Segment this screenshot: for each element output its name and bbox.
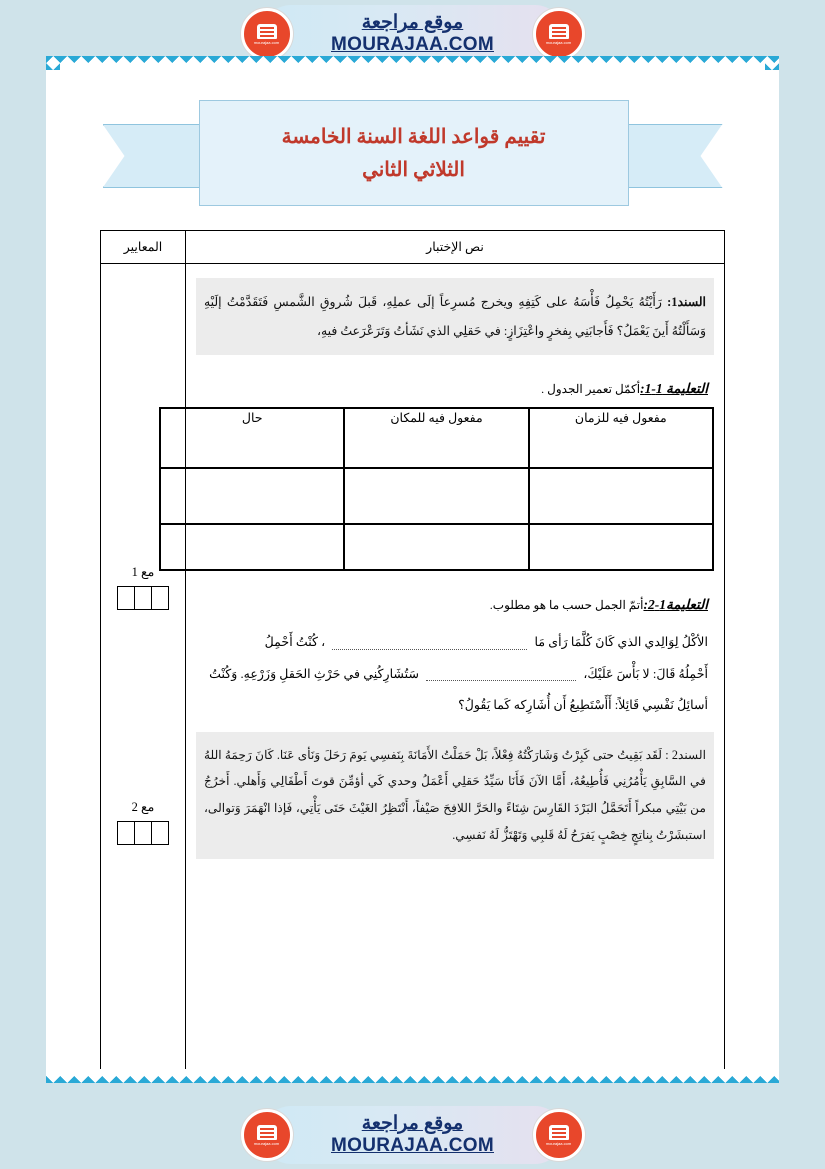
instruction-1-label: التعليمة 1-1: — [640, 381, 708, 397]
book-badge-icon — [241, 1109, 293, 1161]
grammar-answer-row[interactable] — [160, 524, 713, 570]
score-box[interactable] — [134, 821, 152, 845]
sanad2-label: السند2 : — [665, 747, 707, 762]
grammar-cell[interactable] — [529, 468, 713, 524]
watermark-pill-top[interactable] — [253, 5, 572, 63]
grammar-cell[interactable] — [529, 524, 713, 570]
fill-line-3-text: أسائِلُ نَفْسِي قَائِلاً: أَأَسْتَطِيعُ أَن أُشَارِكه كَما يَقُولُ؟ — [458, 698, 708, 713]
table-header-row — [101, 231, 725, 264]
criteria-2-label: مع 2 — [131, 800, 155, 814]
header-exam-text: نص الإختبار — [186, 231, 725, 264]
criteria-item-1 — [101, 564, 185, 610]
fill-line-3 — [202, 690, 708, 721]
watermark-line2: MOURAJAA.COM — [331, 1135, 494, 1156]
zigzag-border-right — [765, 56, 779, 1083]
score-box[interactable] — [117, 821, 135, 845]
zigzag-border-bottom — [46, 1069, 779, 1083]
exam-body-cell — [186, 264, 725, 1070]
zigzag-border-top — [46, 56, 779, 70]
exam-table — [100, 230, 725, 1069]
watermark-text-bottom — [331, 1113, 494, 1157]
grammar-answer-row[interactable] — [160, 468, 713, 524]
grammar-cell[interactable] — [344, 468, 528, 524]
criteria-item-2 — [101, 799, 185, 845]
grammar-cell[interactable] — [160, 468, 344, 524]
grammar-header-row — [160, 408, 713, 468]
worksheet-sheet — [60, 70, 765, 1069]
badge-caption: mourajaa.com — [253, 1140, 280, 1146]
decorative-frame — [46, 56, 779, 1083]
sanad2-block — [196, 732, 714, 859]
book-badge-icon — [533, 1109, 585, 1161]
grammar-col-makan: مفعول فيه للمكان — [344, 408, 528, 468]
watermark-pill-bottom[interactable] — [253, 1106, 572, 1164]
watermark-line1: موقع مراجعة — [361, 1113, 464, 1135]
fill-line-1 — [202, 627, 708, 658]
watermark-line1: موقع مراجعة — [361, 12, 464, 34]
instruction-2-label: التعليمة1-2: — [643, 597, 708, 613]
watermark-line2: MOURAJAA.COM — [331, 34, 494, 55]
instruction-1-text: أكمّل تعمير الجدول . — [541, 382, 641, 397]
sanad2-text: لَقَد بَقِيتُ حتى كَبِرْتُ وَشَارَكْتُهُ فِعْلاً، بَلْ حَمَلْتُ الأَمَانَةَ بِنَفسِي يَومَ رَحَلَ وَنَأى عَنَا. كَانَ رَحِمَهُ اللهُ في السَّابِقِ يَأْمُرُنِي فَأُطِيعُهُ، أَمَّا الآنَ فَأَنَا سَيِّدُ حَقلِي أَعْمَلُ وحدي كَي أؤمِّنَ قوتَ أَطْفَالِي وَأَهلي. أَخرُجُ من بَيْتِي مبكراً أَتَحَمَّلُ البَرْدَ القَارِسَ شِتَاءً والحَرَّ اللافِحَ صَيْفاً، أَنْتَظِرُ الغَيْثَ حَتَى يَأْتِي، فَإذا انْهَمَرَ وَتوالى، استبشَرْتُ بِناتِجٍ خِصْبٍ يَفرَحُ لَهُ قَلبِي وَتَهْتَزُّ لَهُ نَفسِي. — [204, 747, 706, 843]
fill-line-2-part-b: سَتُشَارِكُنِي في حَرْثِ الحَقلِ وَزَرْعِهِ. وَكُنْتُ — [209, 666, 420, 681]
criteria-1-score-boxes[interactable] — [101, 586, 185, 610]
book-badge-icon — [533, 8, 585, 60]
badge-caption: mourajaa.com — [253, 39, 280, 45]
page-subtitle: الثلاثي الثاني — [362, 159, 465, 181]
fill-line-2-part-a: أَحْمِلُهُ قَالَ: لا بَأْسَ عَلَيْكَ، — [583, 666, 708, 681]
book-badge-icon — [241, 8, 293, 60]
grammar-cell[interactable] — [160, 524, 344, 570]
page-title: تقييم قواعد اللغة السنة الخامسة — [281, 126, 546, 148]
score-box[interactable] — [151, 586, 169, 610]
fill-line-1-part-a: الأكْلُ لِوَالِدي الذي كَانَ كُلَّمَا رَأى مَا — [534, 635, 708, 650]
grammar-col-zaman: مفعول فيه للزمان — [529, 408, 713, 468]
criteria-1-label: مع 1 — [131, 565, 155, 579]
sanad1-block — [196, 278, 714, 355]
fill-line-2 — [202, 659, 708, 690]
title-banner — [103, 100, 723, 212]
table-body-row — [101, 264, 725, 1070]
instruction-1 — [196, 381, 714, 397]
badge-caption: mourajaa.com — [545, 1140, 572, 1146]
instruction-2-text: أتمّ الجمل حسب ما هو مطلوب. — [489, 598, 644, 613]
header-criteria: المعايير — [101, 231, 186, 264]
grammar-cell[interactable] — [344, 524, 528, 570]
score-box[interactable] — [151, 821, 169, 845]
criteria-cell — [101, 264, 186, 1070]
watermark-bar-bottom — [0, 1101, 825, 1169]
answer-blank[interactable] — [426, 668, 576, 681]
grammar-answer-table — [159, 407, 714, 571]
score-box[interactable] — [117, 586, 135, 610]
answer-blank[interactable] — [332, 637, 527, 650]
fill-line-1-part-b: ، كُنْتُ أَحْمِلُ — [264, 635, 326, 650]
banner-box — [199, 100, 629, 206]
watermark-text-top — [331, 12, 494, 56]
sanad1-text: رَأَيْتُهُ يَحْمِلُ فَأْسَهُ على كَتِفِهِ ويخرج مُسرِعاً إلَى عملِهِ، قَبلَ شُروقِ الشَّمسِ فَتَقَدَّمْتُ إلَيْهِ وَسَأَلْتُهُ أَينَ يَعْمَلُ؟ فَأَجابَنِي بِفخرٍ واعْتِزَازٍ: في حَقلِي الذي نَشَأتُ وَتَرَعْرَعتُ فيهِ، — [204, 295, 706, 338]
fill-in-sentences — [196, 627, 714, 721]
instruction-2 — [196, 597, 714, 613]
grammar-col-hal: حال — [160, 408, 344, 468]
zigzag-border-left — [46, 56, 60, 1083]
criteria-2-score-boxes[interactable] — [101, 821, 185, 845]
sanad1-label: السند1: — [667, 295, 706, 309]
score-box[interactable] — [134, 586, 152, 610]
badge-caption: mourajaa.com — [545, 39, 572, 45]
